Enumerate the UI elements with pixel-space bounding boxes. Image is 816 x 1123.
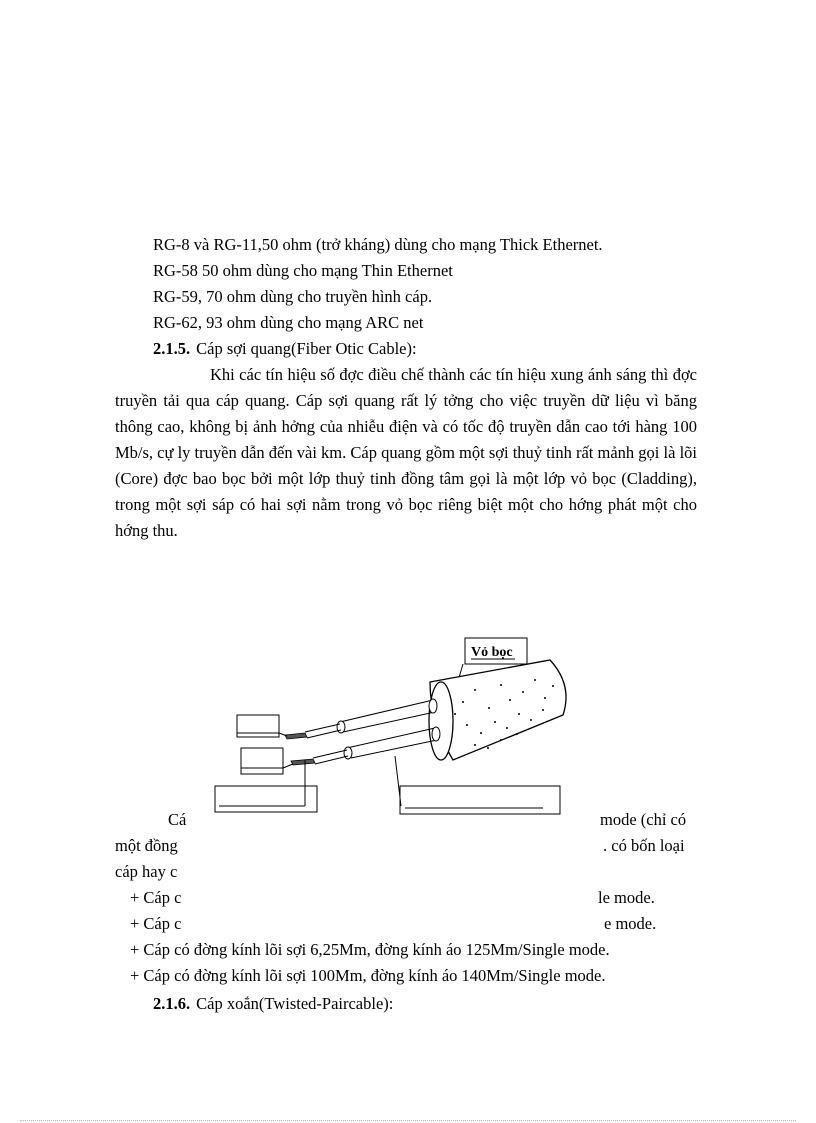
bullet-cable-100: + Cáp có đờng kính lõi sợi 100Mm, đờng kính áo 140Mm/Single mode. <box>130 966 606 985</box>
section-title: Cáp xoắn(Twisted-Paircable): <box>196 994 394 1013</box>
obscured-p3-start: cáp hay c <box>115 862 178 881</box>
section-number: 2.1.5. <box>153 339 191 358</box>
obscured-b2-end: e mode. <box>604 914 657 933</box>
coax-line-rg62: RG-62, 93 ohm dùng cho mạng ARC net <box>153 313 424 332</box>
jacket-label: Vỏ bọc <box>471 645 513 660</box>
obscured-p2-start: một đồng <box>115 836 178 855</box>
obscured-p1-end: mode (chỉ có <box>600 810 687 829</box>
page-bottom-rule <box>20 1120 796 1121</box>
fiber-paragraph: Khi các tín hiệu số đợc điều chế thành các tín hiệu xung ánh sáng thì đợc truyền tải qua cáp quang. Cáp sợi quang rất lý tởng cho việc truyền dữ liệu vì băng thông cao, không bị ảnh hởng của nhiễu điện và có tốc độ truyền dẫn cao tới hàng 100 Mb/s, cự ly truyền dẫn đến vài km. Cáp quang gồm một sợi thuỷ tinh rất mảnh gọi là lõi (Core) đợc bao bọc bởi một lớp thuỷ tinh đồng tâm gọi là một lớp vỏ bọc (Cladding), trong một sợi sáp có hai sợi nằm trong vỏ bọc riêng biệt một cho hớng phát một cho hớng thu. <box>115 365 697 540</box>
fiber-cable-drawing <box>205 630 585 820</box>
obscured-b2-start: + Cáp c <box>130 914 182 933</box>
bullet-cable-625: + Cáp có đờng kính lõi sợi 6,25Mm, đờng kính áo 125Mm/Single mode. <box>130 940 610 959</box>
obscured-b1-end: le mode. <box>598 888 655 907</box>
bottom-label-box-left <box>215 786 317 812</box>
section-heading-twisted <box>153 994 393 1014</box>
obscured-p2-end: . có bốn loại <box>603 836 685 855</box>
fiber-cable-figure <box>205 630 585 820</box>
coax-line-rg59: RG-59, 70 ohm dùng cho truyền hình cáp. <box>153 287 433 306</box>
core-label-box-upper <box>237 715 279 737</box>
section-heading-fiber <box>153 339 417 359</box>
obscured-b1-start: + Cáp c <box>130 888 182 907</box>
section-number: 2.1.6. <box>153 994 191 1013</box>
bottom-label-box-right <box>400 786 560 814</box>
cable-end-face <box>429 682 453 760</box>
core-label-box-lower <box>241 748 283 774</box>
coax-line-rg8: RG-8 và RG-11,50 ohm (trở kháng) dùng cho mạng Thick Ethernet. <box>153 235 603 254</box>
coax-line-rg58: RG-58 50 ohm dùng cho mạng Thin Ethernet <box>153 261 453 280</box>
obscured-p1-start: Cá <box>168 810 187 829</box>
section-title: Cáp sợi quang(Fiber Otic Cable): <box>196 339 417 358</box>
